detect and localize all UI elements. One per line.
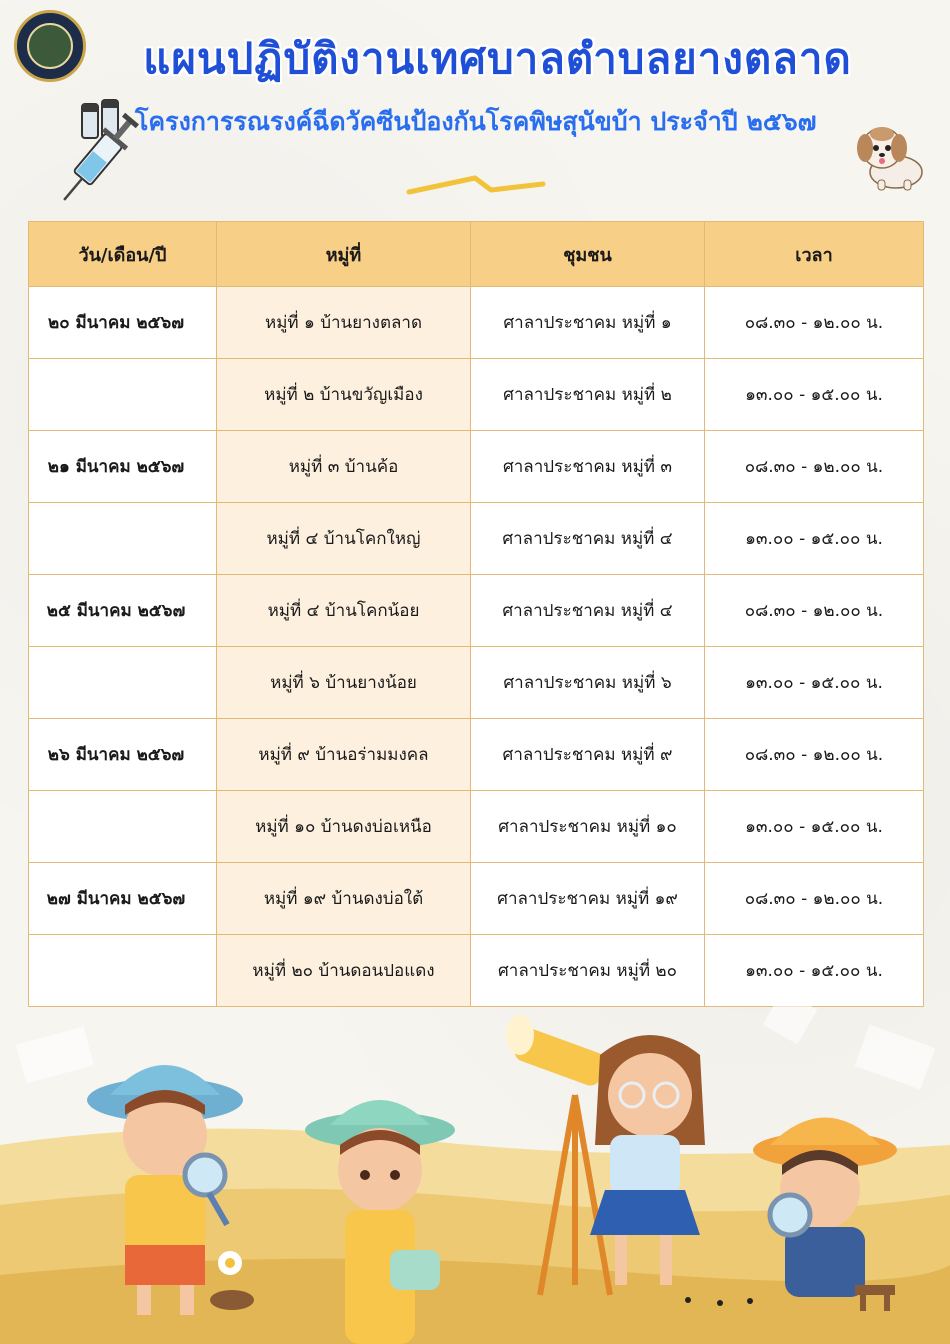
village-cell: หมู่ที่ ๑๙ บ้านดงบ่อใต้ bbox=[217, 863, 471, 935]
date-cell bbox=[29, 359, 217, 431]
time-cell: ๐๘.๓๐ - ๑๒.๐๐ น. bbox=[705, 575, 924, 647]
table-row bbox=[29, 647, 924, 719]
date-cell bbox=[29, 791, 217, 863]
village-cell: หมู่ที่ ๑๐ บ้านดงบ่อเหนือ bbox=[217, 791, 471, 863]
date-cell: ๒๕ มีนาคม ๒๕๖๗ bbox=[29, 575, 217, 647]
time-cell: ๑๓.๐๐ - ๑๕.๐๐ น. bbox=[705, 935, 924, 1007]
village-cell: หมู่ที่ ๔ บ้านโคกน้อย bbox=[217, 575, 471, 647]
puppy-icon bbox=[848, 114, 934, 194]
decorative-squiggle bbox=[405, 172, 547, 198]
date-cell: ๒๗ มีนาคม ๒๕๖๗ bbox=[29, 863, 217, 935]
community-cell: ศาลาประชาคม หมู่ที่ ๖ bbox=[471, 647, 705, 719]
table-row bbox=[29, 863, 924, 935]
time-cell: ๑๓.๐๐ - ๑๕.๐๐ น. bbox=[705, 359, 924, 431]
time-cell: ๑๓.๐๐ - ๑๕.๐๐ น. bbox=[705, 791, 924, 863]
community-cell: ศาลาประชาคม หมู่ที่ ๙ bbox=[471, 719, 705, 791]
date-cell: ๒๐ มีนาคม ๒๕๖๗ bbox=[29, 287, 217, 359]
table-row bbox=[29, 287, 924, 359]
header-village: หมู่ที่ bbox=[217, 222, 471, 287]
table-row bbox=[29, 575, 924, 647]
village-cell: หมู่ที่ ๑ บ้านยางตลาด bbox=[217, 287, 471, 359]
children-explorers-illustration bbox=[0, 995, 950, 1344]
community-cell: ศาลาประชาคม หมู่ที่ ๔ bbox=[471, 503, 705, 575]
village-cell: หมู่ที่ ๓ บ้านค้อ bbox=[217, 431, 471, 503]
village-cell: หมู่ที่ ๖ บ้านยางน้อย bbox=[217, 647, 471, 719]
date-cell bbox=[29, 647, 217, 719]
village-cell: หมู่ที่ ๙ บ้านอร่ามมงคล bbox=[217, 719, 471, 791]
date-cell: ๒๖ มีนาคม ๒๕๖๗ bbox=[29, 719, 217, 791]
village-cell: หมู่ที่ ๒ บ้านขวัญเมือง bbox=[217, 359, 471, 431]
community-cell: ศาลาประชาคม หมู่ที่ ๒ bbox=[471, 359, 705, 431]
community-cell: ศาลาประชาคม หมู่ที่ ๑ bbox=[471, 287, 705, 359]
time-cell: ๐๘.๓๐ - ๑๒.๐๐ น. bbox=[705, 431, 924, 503]
village-cell: หมู่ที่ ๒๐ บ้านดอนปอแดง bbox=[217, 935, 471, 1007]
table-row bbox=[29, 431, 924, 503]
village-cell: หมู่ที่ ๔ บ้านโคกใหญ่ bbox=[217, 503, 471, 575]
page-subtitle: โครงการรณรงค์ฉีดวัคซีนป้องกันโรคพิษสุนัขบ้า ประจำปี ๒๕๖๗ bbox=[135, 107, 817, 136]
community-cell: ศาลาประชาคม หมู่ที่ ๑๙ bbox=[471, 863, 705, 935]
table-row bbox=[29, 719, 924, 791]
time-cell: ๐๘.๓๐ - ๑๒.๐๐ น. bbox=[705, 863, 924, 935]
date-cell: ๒๑ มีนาคม ๒๕๖๗ bbox=[29, 431, 217, 503]
table-row bbox=[29, 503, 924, 575]
time-cell: ๐๘.๓๐ - ๑๒.๐๐ น. bbox=[705, 719, 924, 791]
community-cell: ศาลาประชาคม หมู่ที่ ๓ bbox=[471, 431, 705, 503]
time-cell: ๐๘.๓๐ - ๑๒.๐๐ น. bbox=[705, 287, 924, 359]
community-cell: ศาลาประชาคม หมู่ที่ ๒๐ bbox=[471, 935, 705, 1007]
table-row bbox=[29, 359, 924, 431]
time-cell: ๑๓.๐๐ - ๑๕.๐๐ น. bbox=[705, 647, 924, 719]
header-community: ชุมชน bbox=[471, 222, 705, 287]
vaccination-schedule-table bbox=[28, 221, 924, 1007]
header-time: เวลา bbox=[705, 222, 924, 287]
time-cell: ๑๓.๐๐ - ๑๕.๐๐ น. bbox=[705, 503, 924, 575]
date-cell bbox=[29, 503, 217, 575]
table-row bbox=[29, 791, 924, 863]
community-cell: ศาลาประชาคม หมู่ที่ ๔ bbox=[471, 575, 705, 647]
header-date: วัน/เดือน/ปี bbox=[29, 222, 217, 287]
table-header-row bbox=[29, 222, 924, 287]
page-title: แผนปฏิบัติงานเทศบาลตำบลยางตลาด bbox=[143, 34, 852, 83]
community-cell: ศาลาประชาคม หมู่ที่ ๑๐ bbox=[471, 791, 705, 863]
